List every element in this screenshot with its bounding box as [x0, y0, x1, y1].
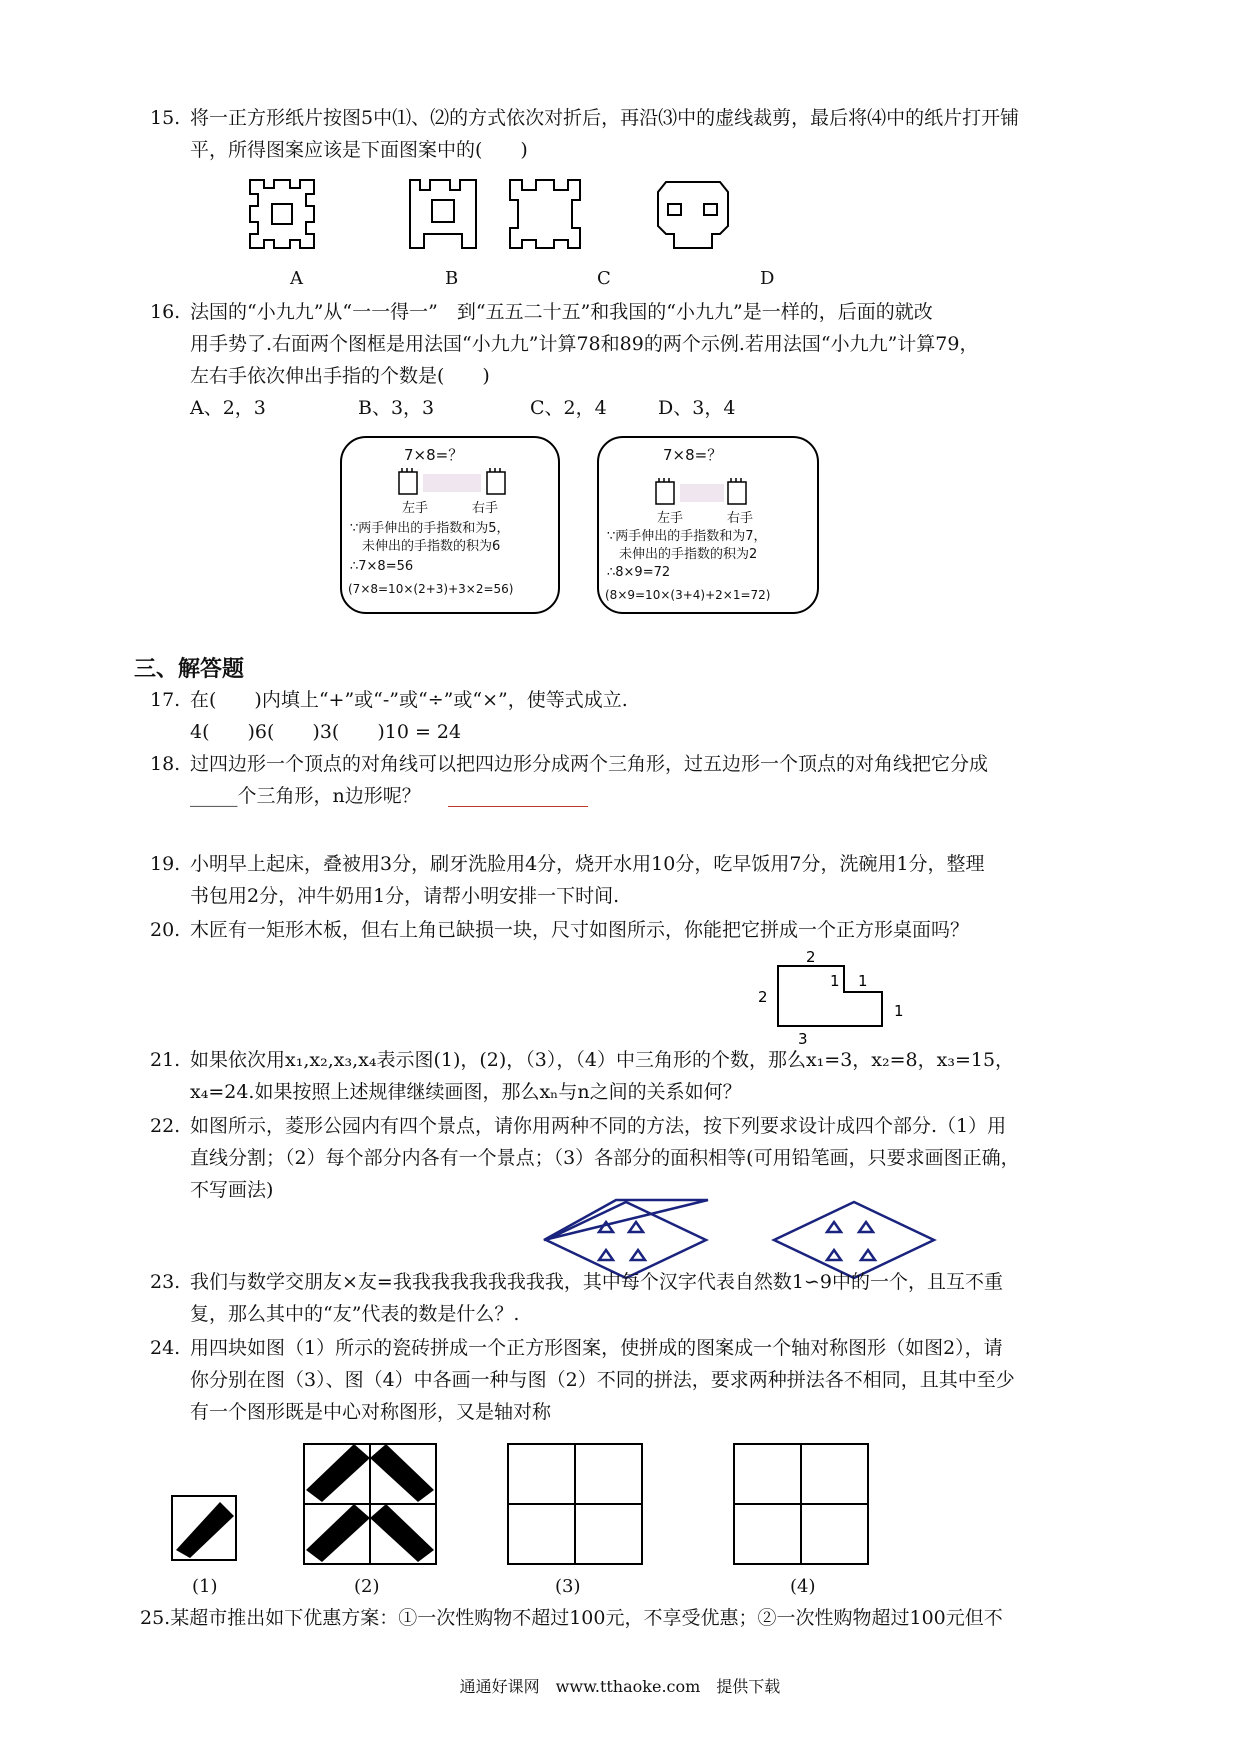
scenic-spot-icon: [631, 1250, 645, 1260]
q20-dim-notch-v: 1: [830, 972, 840, 990]
tile-figure-1: [172, 1496, 236, 1560]
section-title: 三、解答题: [134, 657, 245, 682]
card1-title: 7×8=？: [404, 446, 464, 464]
scenic-spot-icon: [629, 1222, 643, 1232]
card2-left-hand-label: 左手: [657, 511, 684, 526]
q23-line1: 23. 我们与数学交朋友×友=我我我我我我我我我，其中每个汉字代表自然数1∽9中的一个，且互不重: [150, 1271, 1003, 1293]
q22-line3: 不写画法): [190, 1179, 274, 1201]
option-d-label: D: [760, 268, 775, 289]
q16-choice-c: C、2，4: [530, 397, 607, 419]
q20-board-figure: [750, 950, 910, 1050]
card1-line1: ∵两手伸出的手指数和为5，: [350, 521, 510, 536]
q16-line2: 用手势了.右面两个图框是用法国“小九九”计算78和89的两个示例.若用法国“小九九”计算79，: [190, 333, 979, 355]
q15-line1: 15. 将一正方形纸片按图5中⑴、⑵的方式依次对折后，再沿⑶中的虚线裁剪，最后将⑷中的纸片打开铺: [150, 107, 1020, 129]
q22-line2: 直线分割；（2）每个部分内各有一个景点；（3）各部分的面积相等(可用铅笔画，只要求画图正确，: [190, 1147, 1020, 1169]
q20-dim-right: 1: [894, 1002, 904, 1020]
q16-choice-b: B、3，3: [358, 397, 435, 419]
scenic-spot-icon: [599, 1250, 613, 1260]
card2-hands-icon: [654, 478, 769, 508]
q18-answer-line: [448, 806, 588, 807]
card2-line4: (8×9=10×(3+4)+2×1=72): [605, 588, 771, 602]
option-a-figure: [250, 180, 314, 248]
q20-line1: 20. 木匠有一矩形木板，但右上角已缺损一块，尺寸如图所示，你能把它拼成一个正方形桌面吗？: [150, 919, 970, 941]
tile-label-4: (4): [790, 1576, 816, 1597]
option-a-label: A: [290, 268, 303, 289]
q20-dim-notch-h: 1: [858, 972, 868, 990]
card1-line3: ∴7×8=56: [350, 559, 414, 574]
q19-line1: 19. 小明早上起床，叠被用3分，刷牙洗脸用4分，烧开水用10分，吃早饭用7分，洗碗用1分，整理: [150, 853, 985, 875]
q17-line2: 4( )6( )3( )10 = 24: [190, 721, 462, 743]
q20-dim-top: 2: [806, 950, 816, 966]
q20-dim-bottom: 3: [798, 1030, 808, 1048]
q20-dim-left: 2: [758, 988, 768, 1006]
card2-line1: ∵两手伸出的手指数和为7，: [607, 529, 767, 544]
card1-hands-icon: [397, 468, 512, 498]
scenic-spot-icon: [827, 1250, 841, 1260]
option-c-label: C: [597, 268, 611, 289]
page-footer: 通通好课网 www.tthaoke.com 提供下载: [459, 1677, 781, 1696]
q15-option-figures: [240, 170, 840, 265]
tile-label-3: (3): [555, 1576, 581, 1597]
card1-line4: (7×8=10×(2+3)+3×2=56): [348, 582, 514, 596]
q17-line1: 17. 在( )内填上“+”或“-”或“÷”或“×”，使等式成立.: [150, 689, 628, 711]
card1-line2: 未伸出的手指数的积为6: [362, 539, 501, 554]
q24-line2: 你分别在图（3）、图（4）中各画一种与图（2）不同的拼法，要求两种拼法各不相同，且其中至少: [190, 1369, 1015, 1391]
card2-title: 7×8=？: [663, 446, 723, 464]
card1-right-hand-label: 右手: [472, 501, 499, 516]
q23-line2: 复，那么其中的“友”代表的数是什么？.: [190, 1303, 520, 1325]
q18-line2: _____个三角形，n边形呢？: [190, 785, 421, 807]
card2-line3: ∴8×9=72: [607, 565, 671, 580]
card1-left-hand-label: 左手: [402, 501, 429, 516]
card2-right-hand-label: 右手: [727, 511, 754, 526]
q16-choice-d: D、3，4: [658, 397, 736, 419]
q19-line2: 书包用2分，冲牛奶用1分，请帮小明安排一下时间.: [190, 885, 620, 907]
q21-line2: x₄=24.如果按照上述规律继续画图，那么xₙ与n之间的关系如何？: [190, 1081, 742, 1103]
q25-line1: 25.某超市推出如下优惠方案：①一次性购物不超过100元，不享受优惠；②一次性购物超过100元但不: [140, 1607, 1003, 1629]
q16-line1: 16. 法国的“小九九”从“一一得一” 到“五五二十五”和我国的“小九九”是一样的，后面的就改: [150, 301, 933, 323]
tile-label-1: (1): [192, 1576, 218, 1597]
q16-choice-a: A、2，3: [190, 397, 266, 419]
q24-tile-figures: [170, 1440, 870, 1570]
tile-label-2: (2): [354, 1576, 380, 1597]
french-multiplication-card-2: [597, 436, 819, 614]
option-b-figure: [410, 180, 476, 248]
q21-line1: 21. 如果依次用x₁,x₂,x₃,x₄表示图(1)，(2)，（3），（4）中三角形的个数，那么x₁=3，x₂=8，x₃=15，: [150, 1049, 1015, 1071]
tile-figure-4: [734, 1444, 868, 1564]
tile-figure-2: [304, 1444, 436, 1564]
q22-line1: 22. 如图所示，菱形公园内有四个景点，请你用两种不同的方法，按下列要求设计成四个部分.（1）用: [150, 1115, 1007, 1137]
scenic-spot-icon: [859, 1222, 873, 1232]
option-d-figure: [658, 182, 728, 248]
rhombus-park-1-outline: [546, 1202, 712, 1240]
card2-line2: 未伸出的手指数的积为2: [619, 547, 758, 562]
option-b-label: B: [445, 268, 459, 289]
tile-figure-3: [508, 1444, 642, 1564]
q18-line1: 18. 过四边形一个顶点的对角线可以把四边形分成两个三角形，过五边形一个顶点的对角线把它分成: [150, 753, 989, 775]
scenic-spot-icon: [861, 1250, 875, 1260]
q24-line1: 24. 用四块如图（1）所示的瓷砖拼成一个正方形图案，使拼成的图案成一个轴对称图形（如图2），请: [150, 1337, 1003, 1359]
q24-line3: 有一个图形既是中心对称图形，又是轴对称: [190, 1401, 552, 1423]
scenic-spot-icon: [827, 1222, 841, 1232]
q15-line2: 平，所得图案应该是下面图案中的( ): [190, 139, 528, 161]
option-c-figure: [510, 180, 580, 248]
scenic-spot-icon: [599, 1222, 613, 1232]
french-multiplication-card-1: [340, 436, 560, 614]
q16-line3: 左右手依次伸出手指的个数是( ): [190, 365, 490, 387]
